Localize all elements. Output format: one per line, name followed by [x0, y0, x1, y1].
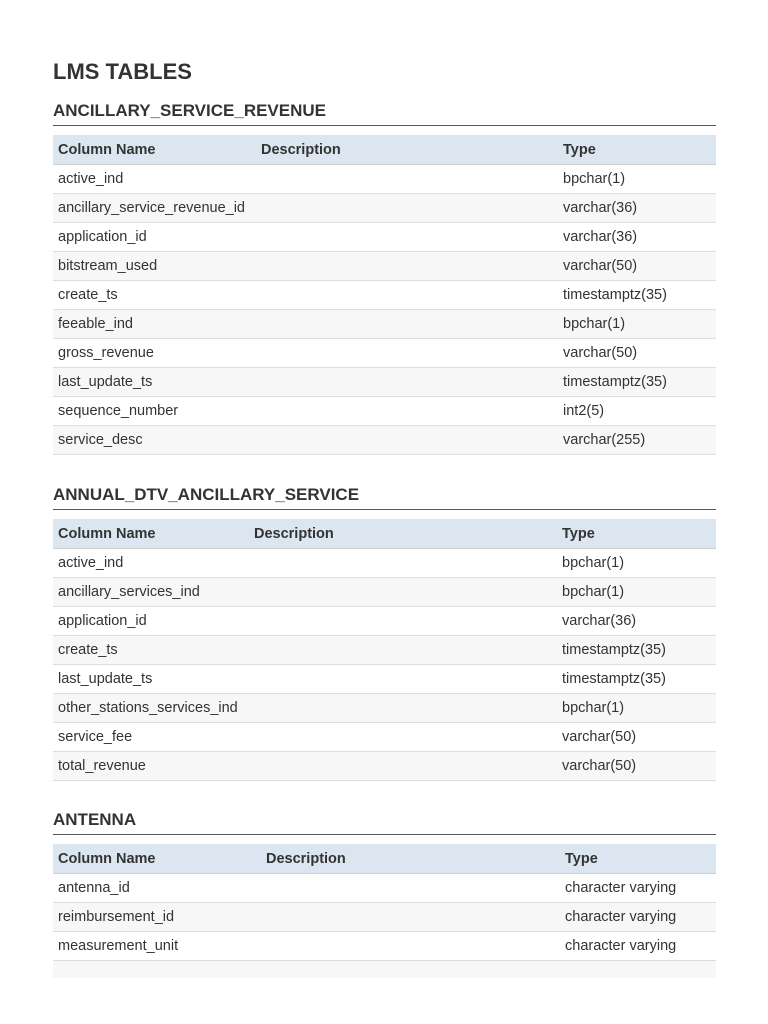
- table-row: [53, 252, 716, 281]
- table-row: [53, 607, 716, 636]
- description-cell: [249, 607, 557, 636]
- type-cell: timestamptz(35): [557, 636, 716, 665]
- type-cell: bpchar(1): [557, 549, 716, 578]
- description-header: Description: [256, 135, 558, 165]
- description-cell: [261, 874, 560, 903]
- table-header-row: [53, 135, 716, 165]
- description-cell: [256, 368, 558, 397]
- type-cell: varchar(36): [557, 607, 716, 636]
- description-cell: [256, 426, 558, 455]
- type-cell: timestamptz(35): [558, 281, 716, 310]
- table-section-antenna: [53, 808, 716, 978]
- type-cell: character varying: [560, 874, 716, 903]
- table-row: [53, 339, 716, 368]
- schema-table: [53, 135, 716, 455]
- description-cell: [261, 932, 560, 961]
- table-row: [53, 723, 716, 752]
- table-heading: ANCILLARY_SERVICE_REVENUE: [53, 99, 716, 126]
- column-name-cell: create_ts: [53, 281, 256, 310]
- table-row: [53, 368, 716, 397]
- table-row: [53, 281, 716, 310]
- type-header: Type: [557, 519, 716, 549]
- table-row: [53, 397, 716, 426]
- column-name-cell: antenna_id: [53, 874, 261, 903]
- column-name-cell: total_revenue: [53, 752, 249, 781]
- type-cell: character varying: [560, 932, 716, 961]
- type-cell: varchar(50): [557, 723, 716, 752]
- table-row: [53, 578, 716, 607]
- column-name-cell: other_stations_services_ind: [53, 694, 249, 723]
- table-row: [53, 903, 716, 932]
- table-row: [53, 194, 716, 223]
- column-name-cell: last_update_ts: [53, 665, 249, 694]
- table-row: [53, 752, 716, 781]
- table-heading: ANTENNA: [53, 808, 716, 835]
- column-name-cell: last_update_ts: [53, 368, 256, 397]
- column-name-cell: active_ind: [53, 549, 249, 578]
- type-cell: bpchar(1): [557, 578, 716, 607]
- description-cell: [249, 752, 557, 781]
- description-cell: [256, 165, 558, 194]
- table-section-annual-dtv-ancillary-service: [53, 483, 716, 781]
- description-header: Description: [261, 844, 560, 874]
- description-cell: [249, 694, 557, 723]
- description-cell: [256, 397, 558, 426]
- type-cell: bpchar(1): [558, 310, 716, 339]
- type-cell: timestamptz(35): [557, 665, 716, 694]
- column-name-cell: application_id: [53, 223, 256, 252]
- schema-table: [53, 519, 716, 781]
- column-name-header: Column Name: [53, 519, 249, 549]
- table-row: [53, 874, 716, 903]
- description-cell: [249, 723, 557, 752]
- type-cell: timestamptz(35): [558, 368, 716, 397]
- column-name-cell: active_ind: [53, 165, 256, 194]
- table-section-ancillary-service-revenue: [53, 99, 716, 455]
- table-row-cut-off: [53, 961, 716, 979]
- description-cell: [256, 339, 558, 368]
- description-cell: [256, 252, 558, 281]
- column-name-cell: ancillary_service_revenue_id: [53, 194, 256, 223]
- table-row: [53, 310, 716, 339]
- table-row: [53, 665, 716, 694]
- description-cell: [261, 903, 560, 932]
- description-cell: [249, 578, 557, 607]
- column-name-cell: bitstream_used: [53, 252, 256, 281]
- description-cell: [249, 549, 557, 578]
- column-name-header: Column Name: [53, 135, 256, 165]
- description-cell: [249, 636, 557, 665]
- column-name-cell: measurement_unit: [53, 932, 261, 961]
- type-header: Type: [558, 135, 716, 165]
- column-name-cell: feeable_ind: [53, 310, 256, 339]
- table-row: [53, 932, 716, 961]
- table-row: [53, 165, 716, 194]
- type-cell: bpchar(1): [558, 165, 716, 194]
- type-cell: varchar(50): [558, 339, 716, 368]
- type-cell: varchar(50): [557, 752, 716, 781]
- column-name-cell: create_ts: [53, 636, 249, 665]
- table-row: [53, 694, 716, 723]
- column-name-cell: application_id: [53, 607, 249, 636]
- table-header-row: [53, 844, 716, 874]
- table-row: [53, 636, 716, 665]
- column-name-cell: ancillary_services_ind: [53, 578, 249, 607]
- type-cell: varchar(50): [558, 252, 716, 281]
- column-name-cell: service_desc: [53, 426, 256, 455]
- type-cell: int2(5): [558, 397, 716, 426]
- type-cell: varchar(36): [558, 194, 716, 223]
- description-cell: [256, 223, 558, 252]
- type-cell: character varying: [560, 903, 716, 932]
- column-name-cell: reimbursement_id: [53, 903, 261, 932]
- type-cell: varchar(36): [558, 223, 716, 252]
- table-row: [53, 549, 716, 578]
- description-cell: [249, 665, 557, 694]
- column-name-header: Column Name: [53, 844, 261, 874]
- column-name-cell: sequence_number: [53, 397, 256, 426]
- table-heading: ANNUAL_DTV_ANCILLARY_SERVICE: [53, 483, 716, 510]
- schema-table: [53, 844, 716, 978]
- description-cell: [256, 281, 558, 310]
- table-header-row: [53, 519, 716, 549]
- description-cell: [256, 194, 558, 223]
- column-name-cell: gross_revenue: [53, 339, 256, 368]
- table-row: [53, 426, 716, 455]
- column-name-cell: service_fee: [53, 723, 249, 752]
- page-title: LMS TABLES: [53, 59, 192, 84]
- description-cell: [256, 310, 558, 339]
- type-cell: bpchar(1): [557, 694, 716, 723]
- type-cell: varchar(255): [558, 426, 716, 455]
- table-row: [53, 223, 716, 252]
- type-header: Type: [560, 844, 716, 874]
- description-header: Description: [249, 519, 557, 549]
